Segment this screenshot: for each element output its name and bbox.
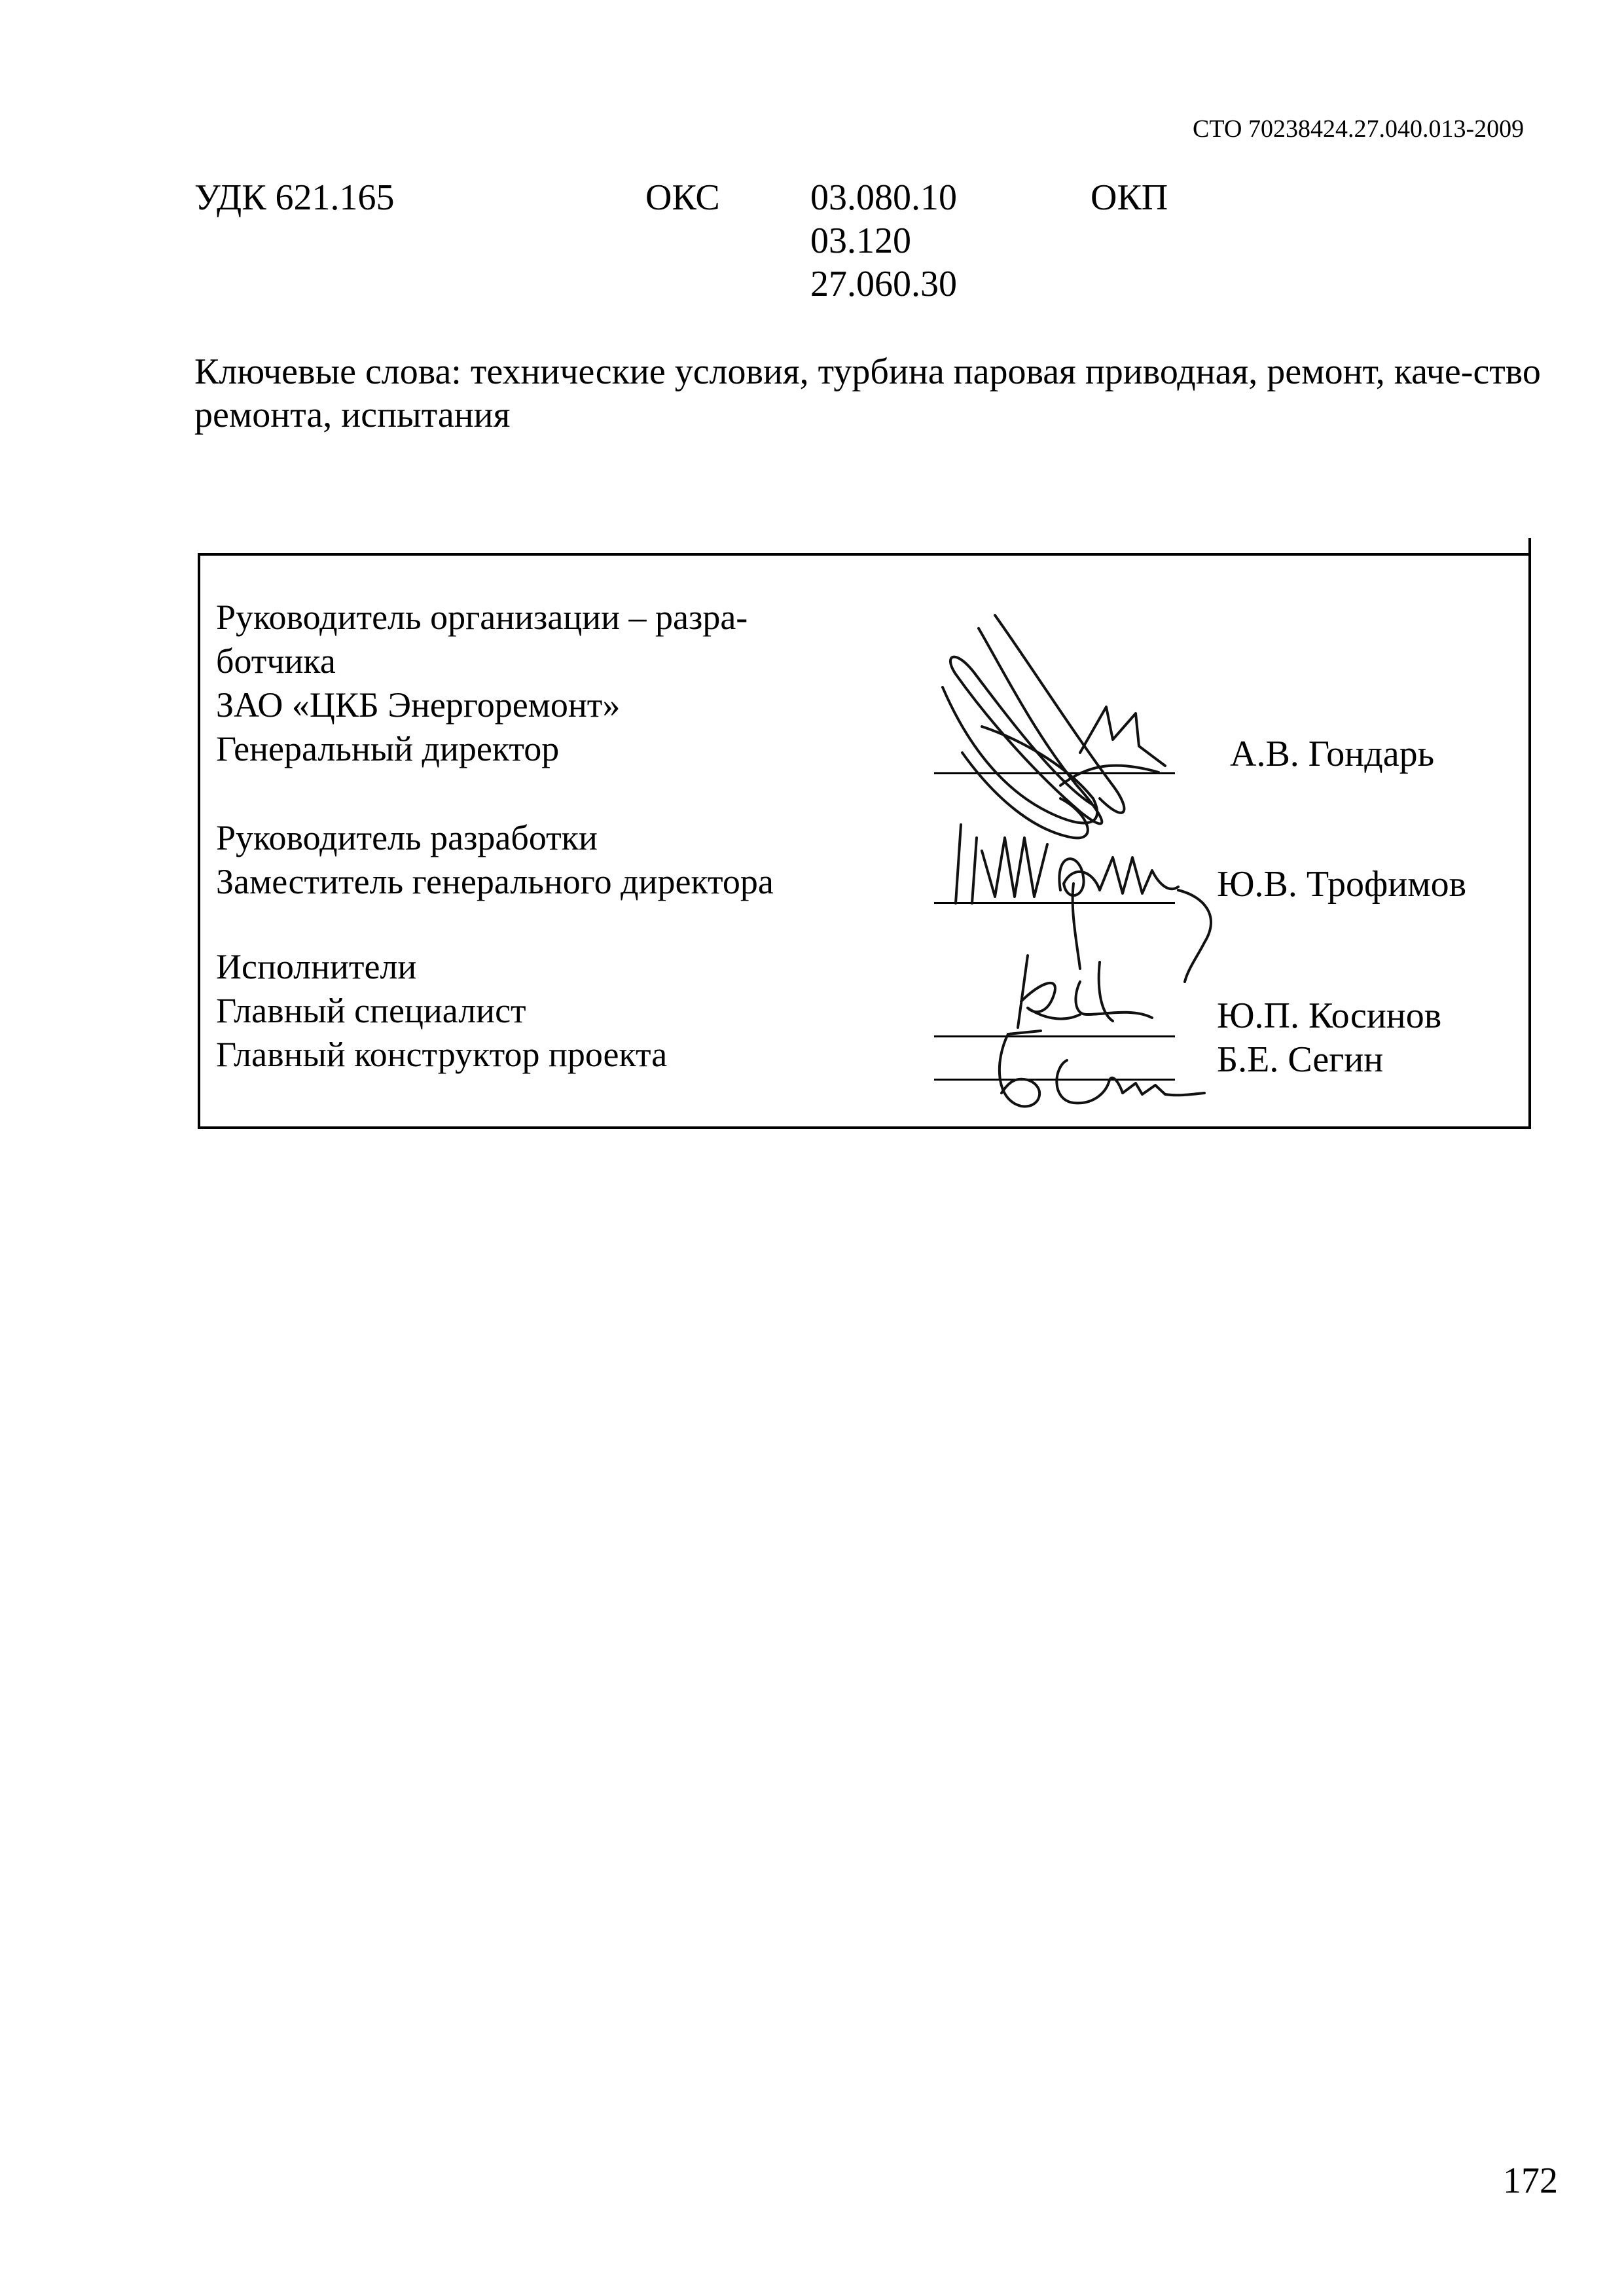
keywords-paragraph: Ключевые слова: технические условия, турбина паровая приводная, ремонт, каче-ство ремонта, испытания [194,351,1541,435]
executor-role-1: Главный специалист [216,991,526,1030]
executor-role-2: Главный конструктор проекта [216,1035,668,1074]
org-head-line-1: Руководитель организации – разра- [216,598,748,637]
org-head-line-4: Генеральный директор [216,729,560,768]
org-head-name: А.В. Гондарь [1230,734,1435,774]
dev-head-line-1: Руководитель разработки [216,818,598,857]
oks-code-2: 03.120 [810,221,911,261]
okp-label: ОКП [1091,177,1168,218]
page-number: 172 [1503,2161,1558,2201]
dev-head-line-2: Заместитель генерального директора [216,862,774,901]
oks-code-1: 03.080.10 [810,177,957,218]
org-head-line-2: ботчика [216,641,336,681]
org-head-line-3: ЗАО «ЦКБ Энергоремонт» [216,685,621,725]
oks-label: ОКС [645,177,720,218]
udk-code: УДК 621.165 [194,177,395,218]
executor-name-2: Б.Е. Сегин [1217,1039,1384,1080]
document-code: СТО 70238424.27.040.013-2009 [1193,115,1525,143]
executors-heading: Исполнители [216,947,417,986]
signature-segin [969,1021,1218,1126]
oks-code-3: 27.060.30 [810,264,957,304]
executor-name-1: Ю.П. Косинов [1217,996,1442,1036]
dev-head-name: Ю.В. Трофимов [1217,864,1467,905]
